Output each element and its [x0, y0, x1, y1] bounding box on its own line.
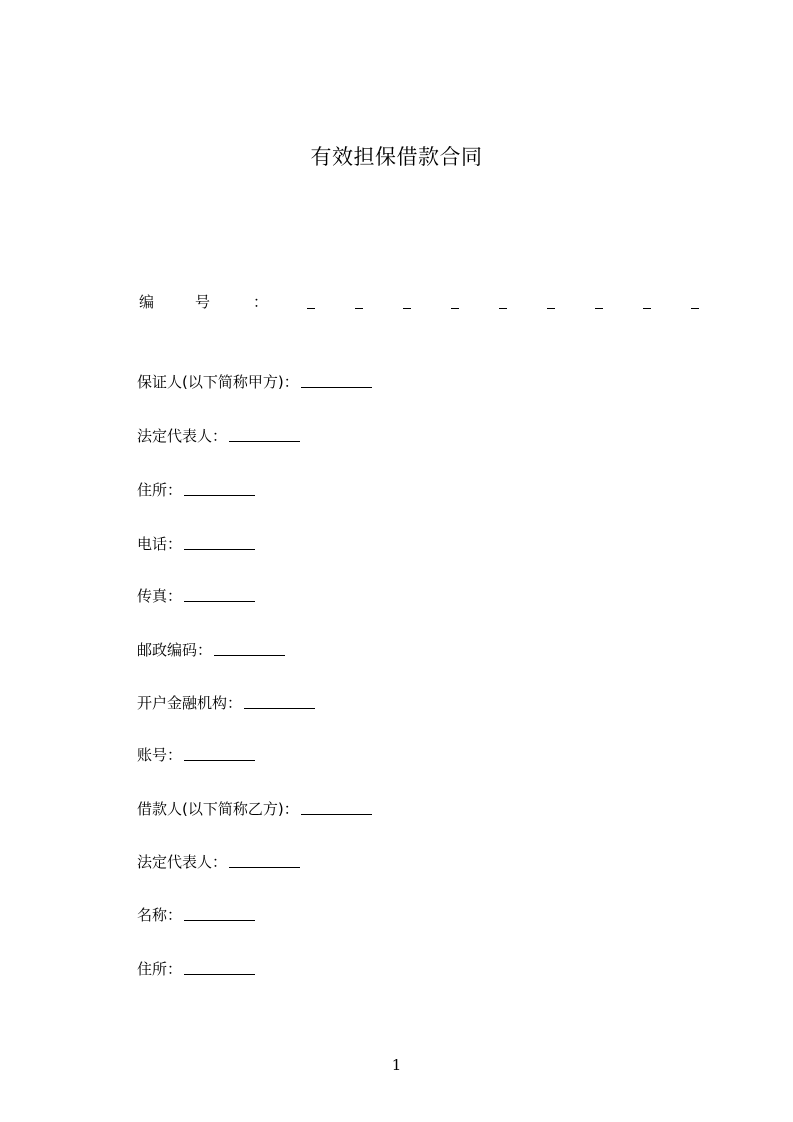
guarantor-legal-representative-field: [137, 425, 300, 447]
fill-in-blank: [184, 744, 255, 761]
fill-in-blank: [184, 904, 255, 921]
field-label: 保证人(以下简称甲方)：: [137, 373, 299, 391]
blank-underscore: [355, 308, 363, 309]
fill-in-blank: [214, 639, 285, 656]
field-label: 名称：: [137, 906, 183, 924]
blank-underscore: [691, 308, 699, 309]
guarantor-bank-field: [137, 692, 315, 714]
fill-in-blank: [184, 533, 255, 550]
fill-in-blank: [244, 692, 315, 709]
borrower-address-field: [137, 958, 255, 980]
guarantor-address-field: [137, 479, 255, 501]
number-label-char-1: 编: [139, 293, 155, 311]
guarantor-postal-code-field: [137, 639, 285, 661]
blank-underscore: [643, 308, 651, 309]
blank-underscore: [403, 308, 411, 309]
blank-underscore: [307, 308, 315, 309]
field-label: 传真：: [137, 587, 183, 605]
number-label-colon: ：: [253, 293, 269, 311]
blank-underscore: [547, 308, 555, 309]
fill-in-blank: [301, 798, 372, 815]
fill-in-blank: [229, 851, 300, 868]
fill-in-blank: [184, 479, 255, 496]
field-label: 电话：: [137, 535, 183, 553]
field-label: 住所：: [137, 481, 183, 499]
field-label: 借款人(以下简称乙方)：: [137, 800, 299, 818]
blank-underscore: [499, 308, 507, 309]
guarantor-phone-field: [137, 533, 255, 555]
field-label: 法定代表人：: [137, 853, 228, 871]
number-label-char-2: 号: [195, 293, 211, 311]
blank-underscore: [595, 308, 603, 309]
fill-in-blank: [301, 371, 372, 388]
contract-number-row: [139, 291, 709, 313]
field-label: 邮政编码：: [137, 641, 213, 659]
guarantor-field: [137, 371, 372, 393]
fill-in-blank: [229, 425, 300, 442]
fill-in-blank: [184, 585, 255, 602]
guarantor-account-field: [137, 744, 255, 766]
field-label: 账号：: [137, 746, 183, 764]
borrower-name-field: [137, 904, 255, 926]
blank-underscore: [451, 308, 459, 309]
fill-in-blank: [184, 958, 255, 975]
document-title: 有效担保借款合同: [310, 145, 483, 169]
field-label: 法定代表人：: [137, 427, 228, 445]
page-number: 1: [391, 1056, 402, 1074]
field-label: 住所：: [137, 960, 183, 978]
borrower-field: [137, 798, 372, 820]
field-label: 开户金融机构：: [137, 694, 243, 712]
guarantor-fax-field: [137, 585, 255, 607]
borrower-legal-representative-field: [137, 851, 300, 873]
